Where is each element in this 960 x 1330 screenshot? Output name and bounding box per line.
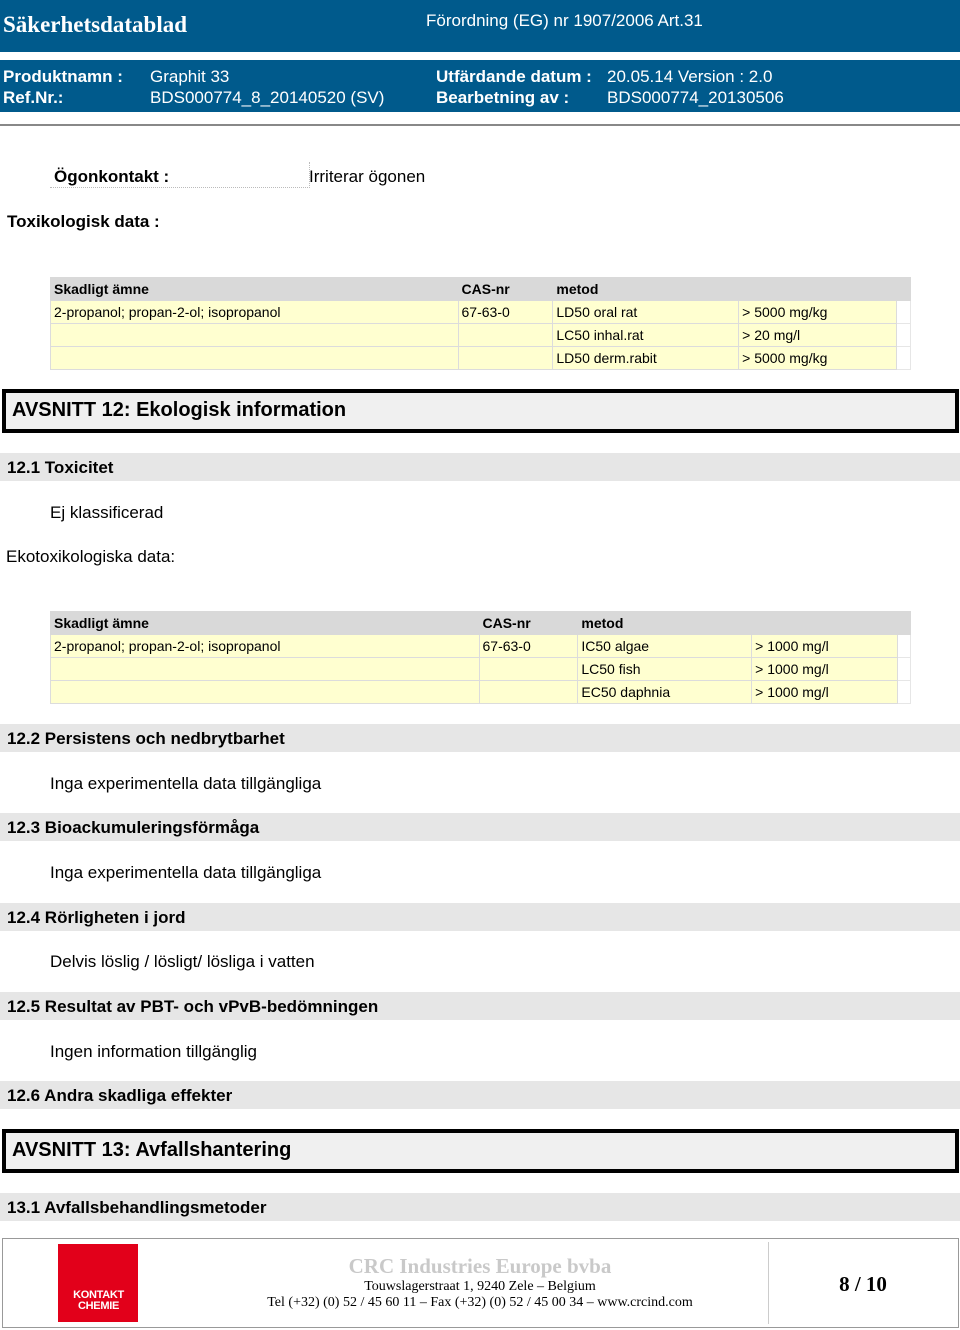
header-divider <box>0 124 960 126</box>
method-cell: IC50 algae <box>578 635 752 658</box>
substance-cell <box>51 658 480 681</box>
substance-cell <box>51 681 480 704</box>
column-header: CAS-nr <box>479 612 578 635</box>
substance-cell <box>51 324 459 347</box>
page-number: 8 / 10 <box>839 1272 887 1296</box>
company-contact: Tel (+32) (0) 52 / 45 60 11 – Fax (+32) (0) 52 / 45 00 34 – www.crcind.com <box>267 1295 693 1310</box>
regulation-text: Förordning (EG) nr 1907/2006 Art.31 <box>426 11 703 30</box>
product-name-value: Graphit 33 <box>150 67 230 86</box>
ref-number-value: BDS000774_8_20140520 (SV) <box>150 88 385 107</box>
method-cell: LD50 derm.rabit <box>553 347 739 370</box>
cas-cell <box>458 324 553 347</box>
subsection-12-1-text: Ej klassificerad <box>50 503 164 522</box>
subsection-12-5-text: Ingen information tillgänglig <box>50 1042 257 1061</box>
column-header <box>739 278 897 301</box>
ref-number-label: Ref.Nr.: <box>3 88 64 107</box>
cas-cell <box>479 658 578 681</box>
edited-by-value: BDS000774_20130506 <box>607 88 784 107</box>
subsection-12-2-title: 12.2 Persistens och nedbrytbarhet <box>0 724 960 752</box>
table-row <box>51 347 911 370</box>
company-name: CRC Industries Europe bvba <box>348 1254 612 1278</box>
table-header-row <box>51 278 911 301</box>
value-cell: > 1000 mg/l <box>752 681 898 704</box>
subsection-13-1-title: 13.1 Avfallsbehandlingsmetoder <box>0 1193 960 1221</box>
value-cell: > 1000 mg/l <box>752 658 898 681</box>
section-13-header: AVSNITT 13: Avfallshantering <box>2 1129 959 1173</box>
value-cell: > 5000 mg/kg <box>739 347 897 370</box>
subsection-12-4-title: 12.4 Rörligheten i jord <box>0 903 960 931</box>
product-name-label: Produktnamn : <box>3 67 123 86</box>
ecotoxicology-title: Ekotoxikologiska data: <box>6 547 176 566</box>
subsection-12-5-title: 12.5 Resultat av PBT- och vPvB-bedömningen <box>0 992 960 1020</box>
toxicology-title: Toxikologisk data : <box>7 212 160 231</box>
substance-cell <box>51 347 459 370</box>
subsection-12-4-text: Delvis löslig / lösligt/ lösliga i vatten <box>50 952 315 971</box>
section-12-header: AVSNITT 12: Ekologisk information <box>2 389 959 433</box>
column-header: CAS-nr <box>458 278 553 301</box>
table-row <box>51 681 911 704</box>
subsection-12-1-title: 12.1 Toxicitet <box>0 453 960 481</box>
method-cell: EC50 daphnia <box>578 681 752 704</box>
column-header: metod <box>553 278 739 301</box>
cas-cell: 67-63-0 <box>458 301 553 324</box>
eye-contact-label: Ögonkontakt : <box>54 167 170 186</box>
table-row <box>51 658 911 681</box>
issue-date-label: Utfärdande datum : <box>436 67 592 86</box>
ecotoxicology-table <box>50 611 911 704</box>
substance-cell: 2-propanol; propan-2-ol; isopropanol <box>51 301 459 324</box>
subsection-12-3-text: Inga experimentella data tillgängliga <box>50 863 322 882</box>
column-header <box>752 612 898 635</box>
document-title: Säkerhetsdatablad <box>3 12 188 37</box>
value-cell: > 20 mg/l <box>739 324 897 347</box>
subsection-12-3-title: 12.3 Bioackumuleringsförmåga <box>0 813 960 841</box>
substance-cell: 2-propanol; propan-2-ol; isopropanol <box>51 635 480 658</box>
cas-cell: 67-63-0 <box>479 635 578 658</box>
value-cell: > 5000 mg/kg <box>739 301 897 324</box>
method-cell: LD50 oral rat <box>553 301 739 324</box>
logo-text: CHEMIE <box>78 1300 119 1312</box>
column-header: metod <box>578 612 752 635</box>
method-cell: LC50 inhal.rat <box>553 324 739 347</box>
column-header: Skadligt ämne <box>51 278 459 301</box>
company-address: Touwslagerstraat 1, 9240 Zele – Belgium <box>364 1279 596 1294</box>
subsection-12-2-text: Inga experimentella data tillgängliga <box>50 774 322 793</box>
subsection-12-6-title: 12.6 Andra skadliga effekter <box>0 1081 960 1109</box>
value-cell: > 1000 mg/l <box>752 635 898 658</box>
column-header: Skadligt ämne <box>51 612 480 635</box>
issue-date-value: 20.05.14 Version : 2.0 <box>607 67 773 86</box>
table-row <box>51 301 911 324</box>
table-header-row <box>51 612 911 635</box>
table-row <box>51 635 911 658</box>
cas-cell <box>458 347 553 370</box>
edited-by-label: Bearbetning av : <box>436 88 570 107</box>
eye-contact-value: Irriterar ögonen <box>309 167 426 186</box>
table-row <box>51 324 911 347</box>
toxicology-table <box>50 277 911 370</box>
logo-text: KONTAKT <box>73 1289 124 1301</box>
cas-cell <box>479 681 578 704</box>
method-cell: LC50 fish <box>578 658 752 681</box>
